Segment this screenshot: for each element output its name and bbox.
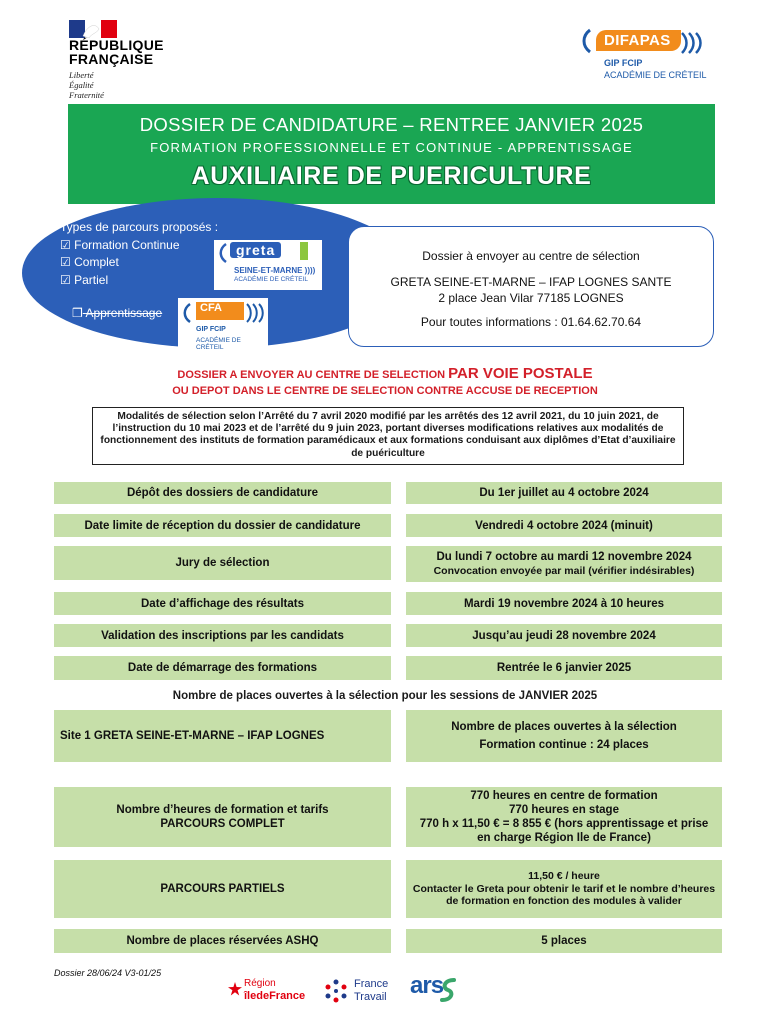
site-label: Site 1 GRETA SEINE-ET-MARNE – IFAP LOGNES bbox=[54, 710, 391, 762]
parcours-item: ☑ Complet bbox=[60, 255, 119, 269]
cfa-logo bbox=[178, 298, 268, 352]
formation-name: AUXILIAIRE DE PUERICULTURE bbox=[191, 162, 592, 190]
greta-logo bbox=[214, 240, 322, 290]
cfa-wordmark: CFA bbox=[196, 302, 244, 320]
modalites-box: Modalités de sélection selon l’Arrêté du 7 avril 2020 modifié par les arrêtés des 12 avril 2021, du 10 juin 2021, de l’instruction du 10 mai 2023 et de l’arrêté du 9 juin 2023, portant diverses modifications relatives aux modalités de fonctionnement des instituts de formation paramédicaux et aux formations conduisant aux diplômes d’Etat d’auxiliaire de puériculture bbox=[92, 407, 684, 465]
schedule-label: Jury de sélection bbox=[54, 546, 391, 580]
document-version: Dossier 28/06/24 V3-01/25 bbox=[54, 968, 162, 978]
schedule-value: Vendredi 4 octobre 2024 (minuit) bbox=[406, 514, 722, 537]
partiel-label: PARCOURS PARTIELS bbox=[54, 860, 391, 918]
places-title: Nombre de places ouvertes à la sélection pour les sessions de JANVIER 2025 bbox=[172, 690, 598, 702]
cfa-gip: GIP FCIP bbox=[196, 326, 226, 333]
schedule-value: Jusqu’au jeudi 28 novembre 2024 bbox=[406, 624, 722, 647]
address-intro: Dossier à envoyer au centre de sélection bbox=[422, 249, 640, 263]
address-box bbox=[348, 226, 714, 347]
greta-academie: ACADÉMIE DE CRÉTEIL bbox=[234, 276, 309, 283]
marianne-logo-icon bbox=[69, 20, 117, 38]
parcours-item: ☑ Partiel bbox=[60, 272, 109, 287]
parcours-list bbox=[60, 219, 218, 289]
parcours-apprentissage: ❒ Apprentissage bbox=[72, 306, 163, 320]
schedule-label: Validation des inscriptions par les candidats bbox=[54, 624, 391, 647]
title-banner bbox=[68, 104, 715, 204]
schedule-value: Du 1er juillet au 4 octobre 2024 bbox=[406, 482, 722, 504]
difapas-logo bbox=[578, 26, 708, 86]
parcours-item: ☑ Formation Continue bbox=[60, 237, 180, 252]
dossier-title: DOSSIER DE CANDIDATURE – RENTREE JANVIER 2025 bbox=[139, 114, 644, 135]
schedule-label: Date limite de réception du dossier de candidature bbox=[54, 514, 391, 537]
schedule-value: Mardi 19 novembre 2024 à 10 heures bbox=[406, 592, 722, 615]
france-travail-dots-icon bbox=[322, 978, 350, 1004]
schedule-label: Date d’affichage des résultats bbox=[54, 592, 391, 615]
cfa-waves-icon bbox=[244, 302, 266, 324]
cfa-bracket-icon bbox=[180, 302, 194, 324]
cfa-academie: ACADÉMIE DE CRÉTEIL bbox=[196, 337, 241, 351]
greta-seine-et-marne: SEINE-ET-MARNE )))) bbox=[234, 266, 316, 275]
parcours-heading: Types de parcours proposés : bbox=[60, 220, 219, 234]
ashq-value: 5 places bbox=[406, 929, 722, 953]
republic-motto: Liberté Égalité Fraternité bbox=[69, 70, 104, 100]
checkbox-checked-icon: ☑ bbox=[60, 272, 71, 287]
republique-francaise-title: RÉPUBLIQUE FRANÇAISE bbox=[69, 37, 164, 67]
schedule-label: Date de démarrage des formations bbox=[54, 656, 391, 680]
greta-wordmark: greta bbox=[230, 242, 281, 258]
address-phone: Pour toutes informations : 01.64.62.70.64 bbox=[420, 315, 642, 329]
academie-label: ACADÉMIE DE CRÉTEIL bbox=[604, 70, 707, 80]
checkbox-checked-icon: ☑ bbox=[60, 237, 71, 252]
region-idf-logo: Région îledeFrance bbox=[228, 976, 316, 1006]
ars-swoosh-icon bbox=[438, 976, 458, 1004]
checkbox-checked-icon: ☑ bbox=[60, 255, 71, 269]
gip-fcip-label: GIP FCIP bbox=[604, 58, 643, 68]
address-center-name: GRETA SEINE-ET-MARNE – IFAP LOGNES SANTE bbox=[390, 275, 672, 289]
greta-bracket-icon bbox=[216, 242, 230, 264]
site-places: Nombre de places ouvertes à la sélection Formation continue : 24 places bbox=[406, 710, 722, 762]
ars-logo: ars bbox=[408, 972, 460, 1006]
formation-subtitle: FORMATION PROFESSIONNELLE ET CONTINUE - APPRENTISSAGE bbox=[150, 140, 633, 155]
region-star-icon bbox=[228, 982, 242, 996]
postal-notice: DOSSIER A ENVOYER AU CENTRE DE SELECTION PAR VOIE POSTALE bbox=[177, 365, 593, 382]
schedule-label: Dépôt des dossiers de candidature bbox=[54, 482, 391, 504]
greta-green-mark bbox=[300, 242, 308, 260]
ashq-label: Nombre de places réservées ASHQ bbox=[54, 929, 391, 953]
hours-value: 770 heures en centre de formation 770 heures en stage 770 h x 11,50 € = 8 855 € (hors apprentissage et prise en charge Région Ile de France) bbox=[406, 787, 722, 847]
schedule-value: Du lundi 7 octobre au mardi 12 novembre 2024 Convocation envoyée par mail (vérifier indésirables) bbox=[406, 546, 722, 582]
difapas-label: DIFAPAS bbox=[596, 30, 681, 51]
partiel-value: 11,50 € / heure Contacter le Greta pour obtenir le tarif et le nombre d’heures de formation en fonction des modules à valider bbox=[406, 860, 722, 918]
address-street: 2 place Jean Vilar 77185 LOGNES bbox=[438, 291, 624, 305]
difapas-bracket-icon bbox=[578, 28, 598, 54]
hours-label: Nombre d’heures de formation et tarifs PARCOURS COMPLET bbox=[54, 787, 391, 847]
france-travail-logo: France Travail bbox=[322, 976, 402, 1006]
difapas-waves-icon bbox=[678, 30, 706, 56]
deposit-notice: OU DEPOT DANS LE CENTRE DE SELECTION CONTRE ACCUSE DE RECEPTION bbox=[172, 385, 598, 397]
schedule-value: Rentrée le 6 janvier 2025 bbox=[406, 656, 722, 680]
checkbox-empty-icon: ❒ bbox=[72, 306, 83, 320]
